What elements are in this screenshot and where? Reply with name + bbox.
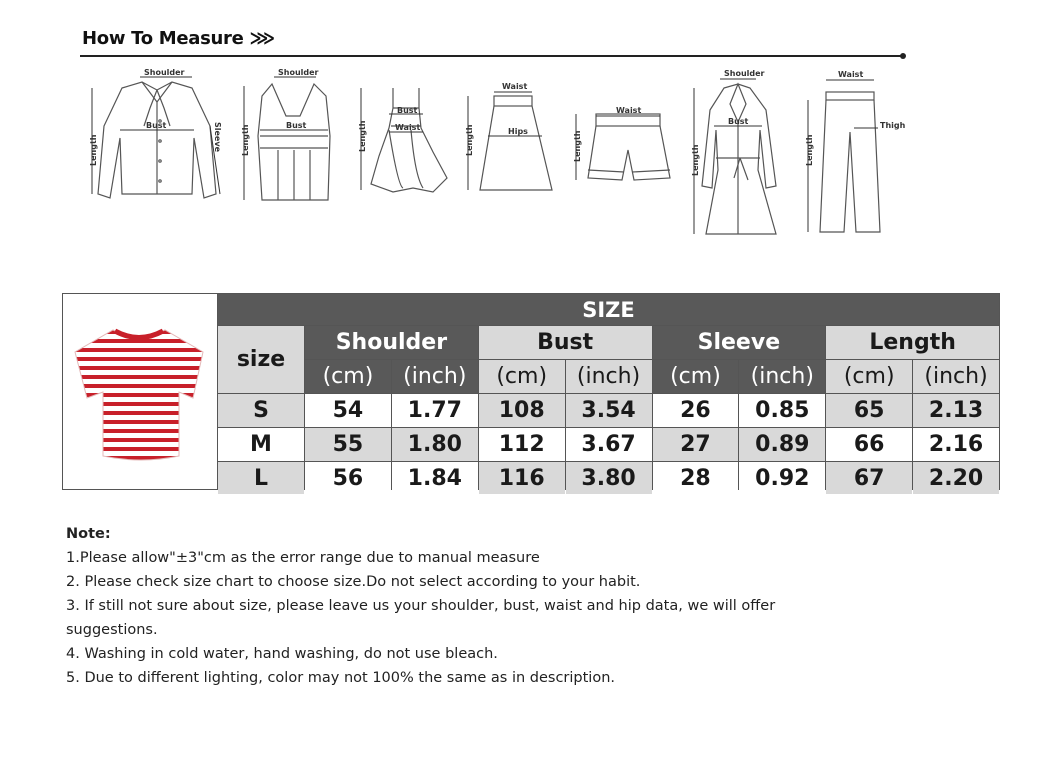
table-cell: 0.92 — [739, 462, 825, 494]
table-cell: 3.80 — [566, 462, 652, 494]
table-cell: 1.80 — [392, 428, 478, 461]
size-label: S — [218, 394, 304, 427]
note-line: suggestions. — [66, 622, 158, 638]
size-table-title: SIZE — [218, 294, 999, 325]
unit-header: (cm) — [826, 360, 912, 393]
how-to-measure-header — [80, 28, 904, 64]
waist-label: Waist — [838, 70, 864, 79]
unit-header: (inch) — [392, 360, 478, 393]
table-cell: 1.84 — [392, 462, 478, 494]
table-cell: 0.89 — [739, 428, 825, 461]
note-line: 2. Please check size chart to choose size.Do not select according to your habit. — [66, 574, 641, 590]
unit-header: (cm) — [653, 360, 739, 393]
table-cell: 3.54 — [566, 394, 652, 427]
note-line: 3. If still not sure about size, please leave us your shoulder, bust, waist and hip data, we will offer — [66, 598, 776, 614]
table-cell: 66 — [826, 428, 912, 461]
table-cell: 26 — [653, 394, 739, 427]
notes-section — [66, 522, 826, 690]
bust-label: Bust — [397, 106, 418, 115]
table-cell: 67 — [826, 462, 912, 494]
thigh-label: Thigh — [880, 121, 906, 130]
length-label: Length — [358, 120, 367, 152]
pants-diagram — [802, 66, 912, 247]
waist-label: Waist — [395, 123, 421, 132]
shoulder-label: Shoulder — [144, 68, 185, 77]
note-line: 1.Please allow"±3"cm as the error range due to manual measure — [66, 550, 540, 566]
size-label: M — [218, 428, 304, 461]
unit-header: (cm) — [305, 360, 391, 393]
tank-diagram — [238, 66, 348, 216]
coat-diagram — [684, 66, 794, 247]
table-cell: 112 — [479, 428, 565, 461]
table-cell: 1.77 — [392, 394, 478, 427]
shoulder-header: Shoulder — [305, 326, 478, 359]
size-chart — [62, 293, 1000, 490]
bust-label: Bust — [286, 121, 307, 130]
table-cell: 108 — [479, 394, 565, 427]
table-cell: 3.67 — [566, 428, 652, 461]
table-cell: 55 — [305, 428, 391, 461]
unit-header: (inch) — [739, 360, 825, 393]
product-image — [63, 294, 218, 489]
hips-label: Hips — [508, 127, 528, 136]
unit-header: (cm) — [479, 360, 565, 393]
table-cell: 2.16 — [913, 428, 999, 461]
waist-label: Waist — [502, 82, 528, 91]
bust-label: Bust — [146, 121, 167, 130]
table-cell: 54 — [305, 394, 391, 427]
measurement-diagrams — [78, 66, 918, 242]
length-label: Length — [691, 144, 700, 176]
table-cell: 56 — [305, 462, 391, 494]
table-cell: 116 — [479, 462, 565, 494]
table-cell: 2.20 — [913, 462, 999, 494]
length-label: Length — [241, 124, 250, 156]
size-table — [218, 294, 999, 489]
striped-tshirt-image — [63, 294, 217, 489]
length-label: Length — [465, 124, 474, 156]
length-label: Length — [573, 130, 582, 162]
shoulder-label: Shoulder — [278, 68, 319, 77]
size-column-header: size — [218, 326, 304, 393]
notes-heading: Note: — [66, 526, 111, 542]
table-cell: 0.85 — [739, 394, 825, 427]
note-line: 5. Due to different lighting, color may not 100% the same as in description. — [66, 670, 616, 686]
blouse-diagram — [82, 66, 232, 216]
table-cell: 28 — [653, 462, 739, 494]
table-cell: 27 — [653, 428, 739, 461]
how-to-measure-title: How To Measure ⋙ — [82, 28, 275, 49]
sleeve-header: Sleeve — [653, 326, 826, 359]
dress-diagram — [353, 66, 453, 211]
bust-label: Bust — [728, 117, 749, 126]
note-line: 4. Washing in cold water, hand washing, do not use bleach. — [66, 646, 498, 662]
unit-header: (inch) — [566, 360, 652, 393]
table-cell: 65 — [826, 394, 912, 427]
waist-label: Waist — [616, 106, 642, 115]
sleeve-label: Sleeve — [213, 122, 222, 152]
length-label: Length — [805, 134, 814, 166]
shoulder-label: Shoulder — [724, 69, 765, 78]
skirt-diagram — [458, 66, 558, 211]
length-label: Length — [89, 134, 98, 166]
bust-header: Bust — [479, 326, 652, 359]
size-label: L — [218, 462, 304, 494]
unit-header: (inch) — [913, 360, 999, 393]
header-divider — [80, 55, 904, 57]
length-header: Length — [826, 326, 999, 359]
table-cell: 2.13 — [913, 394, 999, 427]
shorts-diagram — [566, 66, 676, 211]
